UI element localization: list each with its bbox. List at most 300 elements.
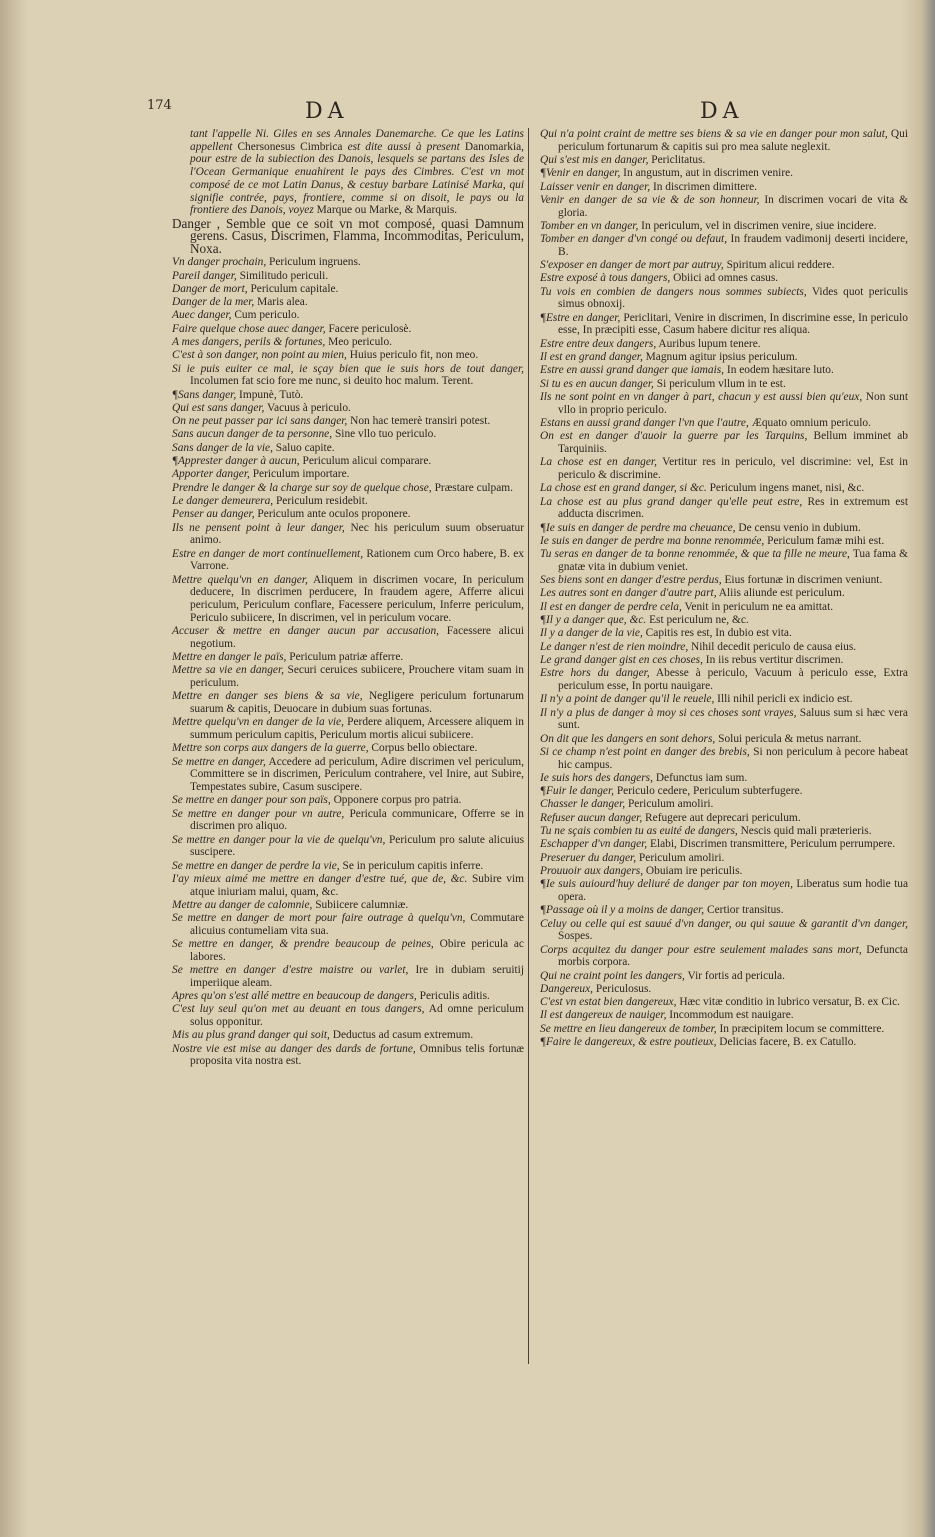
french-phrase: est dite aussi à present (342, 140, 460, 153)
french-phrase: Mettre sa vie en danger, (172, 664, 285, 677)
latin-translation: Elabi, Discrimen transmittere, Periculum perrumpere. (647, 838, 896, 851)
french-phrase: Mettre au danger de calomnie, (172, 898, 313, 911)
right-column (540, 128, 908, 1049)
french-phrase: On dit que les dangers en sont dehors, (540, 732, 716, 745)
dictionary-entry (540, 272, 908, 285)
french-phrase: Il n'y a point de danger qu'il le reuele, (540, 693, 715, 706)
french-phrase: Ses biens sont en danger d'estre perdus, (540, 574, 722, 587)
latin-translation: Chersonesus Cimbrica (232, 140, 343, 153)
french-phrase: ¶Apprester danger à aucun, (172, 455, 300, 468)
latin-translation: Danomarkia, (459, 140, 525, 153)
dictionary-entry (540, 944, 908, 969)
latin-translation: Facere periculosè. (325, 322, 412, 335)
latin-translation: Aliis aliunde est periculum. (716, 587, 845, 600)
french-phrase: Apres qu'on s'est allé mettre en beaucoup de dangers, (172, 990, 417, 1003)
french-phrase: Il est en grand danger, (540, 351, 643, 364)
dictionary-entry (172, 1003, 524, 1028)
french-phrase: Estre hors du danger, (540, 667, 650, 680)
latin-translation: Periculum patriæ afferre. (286, 650, 404, 663)
dictionary-entry (172, 428, 524, 441)
dictionary-entry (172, 349, 524, 362)
dictionary-entry (540, 233, 908, 258)
dictionary-entry (172, 938, 524, 963)
french-phrase: Accuser & mettre en danger aucun par accusation, (172, 624, 440, 637)
dictionary-entry (540, 167, 908, 180)
dictionary-entry (540, 852, 908, 865)
latin-translation: Ad omne periculum solus opponitur. (190, 1003, 524, 1029)
latin-translation: Deductus ad casum extremum. (329, 1029, 474, 1042)
latin-translation: Nescis quid mali præterieris. (737, 825, 872, 838)
dictionary-entry (172, 990, 524, 1003)
french-phrase: Tu vois en combien de dangers nous sommes subiects, (540, 285, 807, 298)
latin-translation: Bellum imminet ab Tarquiniis. (558, 430, 908, 455)
dictionary-entry (172, 336, 524, 349)
dictionary-entry (540, 259, 908, 272)
french-phrase: Si tu es en aucun danger, (540, 377, 654, 390)
dictionary-entry (540, 391, 908, 416)
latin-translation: Pericula communicare, Offerre se in discrimen pro aliquo. (190, 807, 524, 833)
page-number: 174 (147, 98, 172, 113)
dictionary-entry (172, 664, 524, 689)
latin-translation: Si periculum vllum in te est. (653, 377, 786, 390)
dictionary-entry (172, 794, 524, 807)
french-phrase: Tu ne sçais combien tu as euité de dangers, (540, 825, 738, 838)
latin-translation: Periculum pro salute alicuius suscipere. (190, 833, 524, 859)
french-phrase: Danger de la mer, (172, 296, 255, 309)
dictionary-entry (172, 389, 524, 402)
latin-translation: Securi ceruices subiicere, Prouchere vitam suam in periculum. (190, 664, 525, 689)
page-left-edge (0, 0, 28, 1537)
latin-translation: Omnibus telis fortunæ proposita vita nostra est. (190, 1042, 524, 1068)
dictionary-entry (172, 964, 524, 989)
latin-translation: Saluus sum si hæc vera sunt. (558, 706, 908, 732)
latin-translation: Subire vim atque iniuriam malui, quam, &c. (190, 872, 525, 898)
dictionary-entry (540, 838, 908, 851)
latin-translation: In periculum, vel in discrimen venire, siue incidere. (638, 219, 877, 232)
latin-translation: In eodem hæsitare luto. (724, 364, 834, 377)
french-phrase: Faire quelque chose auec danger, (172, 322, 326, 335)
french-phrase: Il y a danger de la vie, (540, 627, 643, 640)
french-phrase: Ie suis hors des dangers, (540, 771, 653, 784)
dictionary-entry (172, 522, 524, 547)
latin-translation: Saluo capite. (272, 441, 335, 454)
latin-translation: Obire pericula ac labores. (190, 938, 524, 963)
french-phrase: Mettre en danger le païs, (172, 650, 287, 663)
latin-translation: Negligere periculum fortunarum suarum & capitis, Deuocare in dubium suas fortunas. (190, 690, 524, 715)
latin-translation: Huius periculo fit, non meo. (346, 349, 479, 362)
french-phrase: Si ie puis euiter ce mal, ie sçay bien que ie suis hors de tout danger, (172, 362, 524, 375)
dictionary-entry (540, 128, 908, 153)
latin-translation: Defunctus iam sum. (652, 771, 748, 784)
french-phrase: Sans danger de la vie, (172, 441, 273, 454)
french-phrase: Se mettre en danger d'estre maistre ou varlet, (172, 964, 409, 977)
dictionary-entry (540, 772, 908, 785)
dictionary-entry (172, 508, 524, 521)
french-phrase: Se mettre en danger pour son païs, (172, 794, 331, 807)
french-phrase: ¶Passage où il y a moins de danger, (540, 904, 705, 917)
latin-translation: Tua fama & gnatæ vita in dubium veniet. (558, 548, 908, 573)
dictionary-entry (172, 1029, 524, 1042)
latin-translation: Periculis aditis. (416, 990, 490, 1003)
latin-translation: Magnum agitur ipsius periculum. (642, 351, 798, 364)
latin-translation: Periculum ante oculos proponere. (254, 508, 411, 521)
french-phrase: Les autres sont en danger d'autre part, (540, 587, 717, 600)
dictionary-entry (172, 873, 524, 898)
french-phrase: ¶Fuir le danger, (540, 785, 614, 798)
latin-translation: Periculum residebit. (273, 494, 368, 507)
dictionary-entry (540, 878, 908, 903)
dictionary-entry (172, 455, 524, 468)
latin-translation: Delicias facere, B. ex Catullo. (716, 1035, 857, 1048)
latin-translation: Nec his periculum suum obseruatur animo. (190, 521, 525, 547)
latin-translation: Vides quot periculis simus obnoxij. (558, 285, 908, 311)
french-phrase: Mettre quelqu'vn en danger de la vie, (172, 716, 344, 729)
latin-translation: Hæc vitæ conditio in lubrico versatur, B. ex Cic. (676, 996, 900, 1009)
latin-translation: Defuncta morbis corpora. (558, 943, 908, 969)
dictionary-entry (172, 402, 524, 415)
dictionary-entry (540, 614, 908, 627)
latin-translation: In fraudem vadimonij deserti incidere, B. (558, 233, 908, 258)
french-phrase: Eschapper d'vn danger, (540, 838, 648, 851)
dictionary-entry (172, 742, 524, 755)
french-phrase: Dangereux, (540, 982, 594, 995)
latin-translation: Perdere aliquem, Arcessere aliquem in summum periculum capitis, Periculum mortis alicui subiicere. (190, 716, 524, 741)
dictionary-entry (540, 378, 908, 391)
latin-translation: Corpus bello obiectare. (368, 742, 478, 755)
latin-translation: In angustum, aut in discrimen venire. (620, 167, 794, 180)
french-phrase: On est en danger d'auoir la guerre par les Tarquins, (540, 430, 808, 443)
latin-translation: Impunè, Tutò. (236, 388, 304, 401)
french-phrase: Prendre le danger & la charge sur soy de quelque chose, (172, 481, 432, 494)
dictionary-entry (540, 535, 908, 548)
dictionary-entry (540, 654, 908, 667)
french-phrase: pour estre de la subiection des Danois, lesquels se partans des Isles de l'Ocean Germanique enuahirent le pays des Cimbres. C'est vn mot composé de ce mot Latin Danus, & cestuy barbare Latinisé Marka, qui signifie contrée, pays, frontiere, comme si on disoit, le pays ou la frontiere des Danois, voyez (190, 153, 524, 217)
dictionary-entry (540, 548, 908, 573)
french-phrase: Preseruer du danger, (540, 851, 637, 864)
french-phrase: Sans aucun danger de ta personne, (172, 428, 333, 441)
latin-translation: Incolumen fat scio fore me nunc, si deuito hoc malum. Terent. (190, 375, 474, 388)
dictionary-entry (172, 716, 524, 741)
french-phrase: Vn danger prochain, (172, 256, 267, 269)
dictionary-entry (540, 456, 908, 481)
french-phrase: Se mettre en danger de perdre la vie, (172, 859, 340, 872)
dictionary-entry (540, 181, 908, 194)
latin-translation: Certior transitus. (704, 904, 784, 917)
french-phrase: Qui n'a point craint de mettre ses biens & sa vie en danger pour mon salut, (540, 128, 888, 140)
french-phrase: Ils ne sont point en vn danger à part, chacun y est aussi bien qu'eux, (540, 390, 863, 403)
latin-translation: Periclitatus. (648, 154, 706, 166)
french-phrase: I'ay mieux aimé me mettre en danger d'estre tué, que de, &c. (172, 872, 468, 885)
dictionary-entry (540, 286, 908, 311)
dictionary-entry (172, 215, 524, 256)
dictionary-entry (540, 587, 908, 600)
french-phrase: Nostre vie est mise au danger des dards de fortune, (172, 1042, 416, 1055)
french-phrase: C'est vn estat bien dangereux, (540, 996, 677, 1009)
dictionary-entry (172, 363, 524, 388)
latin-translation: Obiici ad omnes casus. (670, 272, 779, 285)
dictionary-entry (540, 996, 908, 1009)
latin-translation: Sospes. (558, 930, 593, 943)
french-phrase: S'exposer en danger de mort par autruy, (540, 259, 724, 272)
latin-translation: Periculum famæ mihi est. (764, 534, 885, 547)
dictionary-entry (540, 785, 908, 798)
dictionary-entry (172, 128, 524, 217)
latin-translation: Ire in dubiam seruitij imperiique aleam. (190, 964, 524, 989)
latin-translation: Commutare alicuius contumeliam vita sua. (190, 912, 524, 937)
french-phrase: Auec danger, (172, 309, 232, 322)
french-phrase: Se mettre en danger de mort pour faire outrage à quelqu'vn, (172, 912, 466, 925)
dictionary-entry (540, 904, 908, 917)
latin-translation: Refugere aut deprecari periculum. (642, 811, 801, 824)
dictionary-entry (540, 364, 908, 377)
french-phrase: C'est à son danger, non point au mien, (172, 349, 347, 362)
french-phrase: Il n'y a plus de danger à moy si ces choses sont vrayes, (540, 706, 797, 719)
dictionary-entry (540, 496, 908, 521)
french-phrase: Celuy ou celle qui est sauué d'vn danger, ou qui sauue & garantit d'vn danger, (540, 917, 908, 930)
dictionary-entry (172, 899, 524, 912)
latin-translation: Obuiam ire periculis. (643, 864, 743, 877)
french-phrase: ¶Faire le dangereux, & estre poutieux, (540, 1035, 717, 1048)
latin-translation: Meo periculo. (325, 336, 392, 348)
dictionary-entry (172, 482, 524, 495)
french-phrase: Danger de mort, (172, 282, 248, 295)
french-phrase: ¶Venir en danger, (540, 167, 621, 180)
french-phrase: Qui s'est mis en danger, (540, 154, 649, 166)
french-phrase: Mettre son corps aux dangers de la guerre, (172, 742, 369, 755)
dictionary-entry (540, 417, 908, 430)
latin-translation: Incommodum est nauigare. (666, 1009, 794, 1022)
french-phrase: Penser au danger, (172, 508, 255, 521)
latin-translation: Vacuus à periculo. (264, 401, 351, 414)
dictionary-entry (540, 482, 908, 495)
dictionary-entry (172, 283, 524, 296)
latin-translation: In iis rebus vertitur discrimen. (702, 653, 844, 666)
latin-translation: Periculum amoliri. (636, 851, 725, 864)
dictionary-entry (540, 812, 908, 825)
dictionary-entry (172, 442, 524, 455)
latin-translation: Periculum amoliri. (625, 798, 714, 811)
column-rule (528, 128, 529, 1364)
dictionary-entry (172, 548, 524, 573)
latin-translation: Auribus lupum tenere. (656, 337, 761, 350)
french-phrase: Ils ne pensent point à leur danger, (172, 521, 345, 534)
french-phrase: Estans en aussi grand danger l'vn que l'autre, (540, 416, 749, 429)
french-phrase: Mettre en danger ses biens & sa vie, (172, 690, 363, 703)
dictionary-entry (172, 309, 524, 322)
latin-translation: , Semble que ce soit vn mot composé, quasi Damnum gerens. Casus, Discrimen, Flamma, Incommoditas, Periculum, Noxa. (190, 215, 524, 256)
dictionary-entry (540, 825, 908, 838)
dictionary-entry (172, 270, 524, 283)
french-phrase: Estre exposé à tous dangers, (540, 272, 671, 285)
french-phrase: Refuser aucun danger, (540, 811, 643, 824)
dictionary-entry (172, 834, 524, 859)
dictionary-entry (540, 154, 908, 167)
latin-translation: Non hac temerè transiri potest. (347, 415, 491, 428)
french-phrase: Se mettre en lieu dangereux de tomber, (540, 1022, 717, 1035)
french-phrase: Le danger demeurera, (172, 494, 274, 507)
french-phrase: A mes dangers, perils & fortunes, (172, 336, 326, 348)
dictionary-entry (540, 970, 908, 983)
dictionary-entry (172, 912, 524, 937)
dictionary-entry (540, 351, 908, 364)
dictionary-entry (172, 256, 524, 269)
dictionary-entry (540, 1009, 908, 1022)
latin-translation: Accedere ad periculum, Adire discrimen vel periculum, Committere se in discrimen, Periculum contrahere, vel Inire, aut Subire, Tempestates subire, Casum suscipere. (190, 755, 524, 793)
running-head-left: DA (305, 99, 349, 124)
french-phrase: La chose est au plus grand danger qu'elle peut estre, (540, 495, 803, 508)
latin-translation: Marque ou Marke, & Marquis. (313, 204, 458, 217)
french-phrase: Corps acquitez du danger pour estre seulement malades sans mort, (540, 943, 862, 956)
french-phrase: Pareil danger, (172, 269, 237, 282)
french-phrase: Estre en danger de mort continuellement, (172, 547, 364, 560)
latin-translation: Qui periculum fortunarum & capitis sui pro mea salute neglexit. (558, 128, 908, 153)
french-phrase: La chose est en danger, (540, 456, 657, 469)
dictionary-entry (172, 574, 524, 625)
french-phrase: Mettre quelqu'vn en danger, (172, 573, 308, 586)
french-phrase: Estre entre deux dangers, (540, 337, 657, 350)
dictionary-entry (172, 296, 524, 309)
latin-translation: Periculosus. (593, 982, 652, 995)
french-phrase: Si ce champ n'est point en danger des brebis, (540, 745, 750, 758)
dictionary-entry (540, 522, 908, 535)
french-phrase: Qui est sans danger, (172, 401, 265, 414)
french-phrase: Ie suis en danger de perdre ma bonne renommée, (540, 534, 765, 547)
latin-translation: Periclitari, Venire in discrimen, In discrimine esse, In periculo esse, In præcipiti esse, Casum habere dicitur res aliqua. (558, 311, 908, 337)
french-phrase: Se mettre en danger pour vn autre, (172, 807, 345, 820)
running-head-right: DA (700, 99, 744, 124)
dictionary-entry (540, 798, 908, 811)
dictionary-entry (540, 707, 908, 732)
dictionary-entry (172, 808, 524, 833)
french-phrase: ¶Ie suis en danger de perdre ma cheuance, (540, 521, 736, 534)
latin-translation: Periculum capitale. (247, 282, 339, 295)
french-phrase: Venir en danger de sa vie & de son honneur, (540, 193, 760, 206)
dictionary-entry (540, 1023, 908, 1036)
latin-translation: Capitis res est, In dubio est vita. (642, 627, 792, 640)
french-phrase: ¶Estre en danger, (540, 311, 621, 324)
latin-translation: Periculum ingens manet, nisi, &c. (706, 482, 865, 495)
latin-translation: Præstare culpam. (431, 481, 514, 494)
latin-translation: Cum periculo. (231, 309, 300, 322)
latin-translation: Sine vllo tuo periculo. (332, 428, 437, 441)
latin-translation: Rationem cum Orco habere, B. ex Varrone. (190, 547, 524, 573)
latin-translation: Opponere corpus pro patria. (330, 794, 462, 807)
dictionary-entry (172, 690, 524, 715)
dictionary-entry (540, 601, 908, 614)
latin-translation: Vertitur res in periculo, vel discrimine: vel, Est in periculo & discrimine. (558, 456, 908, 481)
dictionary-entry (540, 1036, 908, 1049)
dictionary-entry (540, 627, 908, 640)
french-phrase: Il est en danger de perdre cela, (540, 600, 682, 613)
latin-translation: Solui pericula & metus narrant. (715, 732, 862, 745)
latin-translation: Si non periculum à pecore habeat hic campus. (558, 745, 908, 771)
dictionary-entry (172, 651, 524, 664)
latin-translation: Non sunt vllo in proprio periculo. (558, 390, 908, 416)
latin-translation: Periculo cedere, Periculum subterfugere. (613, 785, 803, 798)
dictionary-entry (172, 756, 524, 794)
dictionary-entry (540, 667, 908, 692)
french-phrase: Se mettre en danger pour la vie de quelqu'vn, (172, 833, 386, 846)
latin-translation: Nihil decedit periculo de causa eius. (688, 640, 857, 653)
latin-translation: Illi nihil pericli ex indicio est. (714, 693, 853, 706)
latin-translation: De censu venio in dubium. (735, 521, 861, 534)
french-phrase: tant l'appelle Ni. Giles en ses Annales Danemarche. Ce que les Latins appellent (190, 128, 524, 153)
french-phrase: Se mettre en danger, & prendre beaucoup de peines, (172, 938, 434, 951)
latin-translation: In discrimen vocari de vita & gloria. (558, 193, 908, 219)
latin-translation: Res in extremum est adducta discrimen. (558, 495, 908, 521)
latin-translation: In præcipitem locum se committere. (716, 1022, 885, 1035)
french-phrase: Prouuoir aux dangers, (540, 864, 644, 877)
dictionary-entry (540, 220, 908, 233)
latin-translation: Facessere alicui negotium. (190, 624, 524, 650)
french-phrase: Estre en aussi grand danger que iamais, (540, 364, 725, 377)
left-column (172, 128, 524, 1069)
french-phrase: C'est luy seul qu'on met au deuant en tous dangers, (172, 1003, 425, 1016)
latin-translation: Similitudo periculi. (236, 269, 329, 282)
dictionary-entry (172, 495, 524, 508)
latin-translation: Est periculum ne, &c. (646, 614, 749, 627)
latin-translation: Venit in periculum ne ea amittat. (681, 600, 834, 613)
french-phrase: Tomber en vn danger, (540, 219, 639, 232)
french-phrase: ¶Sans danger, (172, 388, 237, 401)
dictionary-entry (172, 323, 524, 336)
latin-translation: Subiicere calumniæ. (312, 898, 409, 911)
french-phrase: On ne peut passer par ici sans danger, (172, 415, 348, 428)
latin-translation: Periculum alicui comparare. (299, 455, 432, 468)
french-phrase: Le danger n'est de rien moindre, (540, 640, 689, 653)
french-phrase: Qui ne craint point les dangers, (540, 969, 685, 982)
latin-translation: Æquato omnium periculo. (748, 416, 871, 429)
french-phrase: Apporter danger, (172, 468, 250, 481)
dictionary-entry (172, 625, 524, 650)
french-phrase: Tu seras en danger de ta bonne renommée, & que ta fille ne meure, (540, 548, 850, 561)
dictionary-entry (540, 312, 908, 337)
dictionary-entry (540, 733, 908, 746)
dictionary-entry (540, 983, 908, 996)
latin-translation: Abesse à periculo, Vacuum à periculo esse, Extra periculum esse, In portu nauigare. (558, 667, 908, 692)
french-phrase: Tomber en danger d'vn congé ou defaut, (540, 233, 728, 246)
latin-translation: Spiritum alicui reddere. (723, 259, 835, 272)
french-phrase: ¶Il y a danger que, &c. (540, 614, 647, 627)
french-phrase: Danger (172, 215, 211, 231)
dictionary-entry (172, 860, 524, 873)
dictionary-entry (540, 430, 908, 455)
dictionary-entry (540, 574, 908, 587)
dictionary-entry (540, 918, 908, 943)
latin-translation: Aliquem in discrimen vocare, In periculum deducere, In discrimen perducere, In fraudem agere, Afferre alicui periculum, Periculum conflare, Facessere periculum, Inferre periculum, Periculo subiicere, In discrimen, vel in periculum vocare. (190, 573, 524, 624)
latin-translation: Maris alea. (254, 296, 308, 309)
dictionary-entry (540, 865, 908, 878)
french-phrase: ¶Ie suis auiourd'huy deliuré de danger par ton moyen, (540, 878, 793, 891)
french-phrase: Laisser venir en danger, (540, 180, 651, 193)
dictionary-entry (540, 194, 908, 219)
french-phrase: Mis au plus grand danger qui soit, (172, 1029, 330, 1042)
dictionary-entry (540, 641, 908, 654)
dictionary-entry (172, 415, 524, 428)
latin-translation: Vir fortis ad pericula. (684, 969, 785, 982)
latin-translation: Periculum importare. (249, 468, 350, 481)
dictionary-entry (540, 746, 908, 771)
dictionary-entry (540, 338, 908, 351)
dictionary-entry (172, 468, 524, 481)
french-phrase: Il est dangereux de nauiger, (540, 1009, 667, 1022)
latin-translation: Eius fortunæ in discrimen veniunt. (721, 574, 883, 587)
dictionary-entry (540, 693, 908, 706)
french-phrase: Le grand danger gist en ces choses, (540, 653, 703, 666)
dictionary-entry (172, 1043, 524, 1068)
latin-translation: Liberatus sum hodie tua opera. (558, 878, 908, 903)
french-phrase: Chasser le danger, (540, 798, 626, 811)
